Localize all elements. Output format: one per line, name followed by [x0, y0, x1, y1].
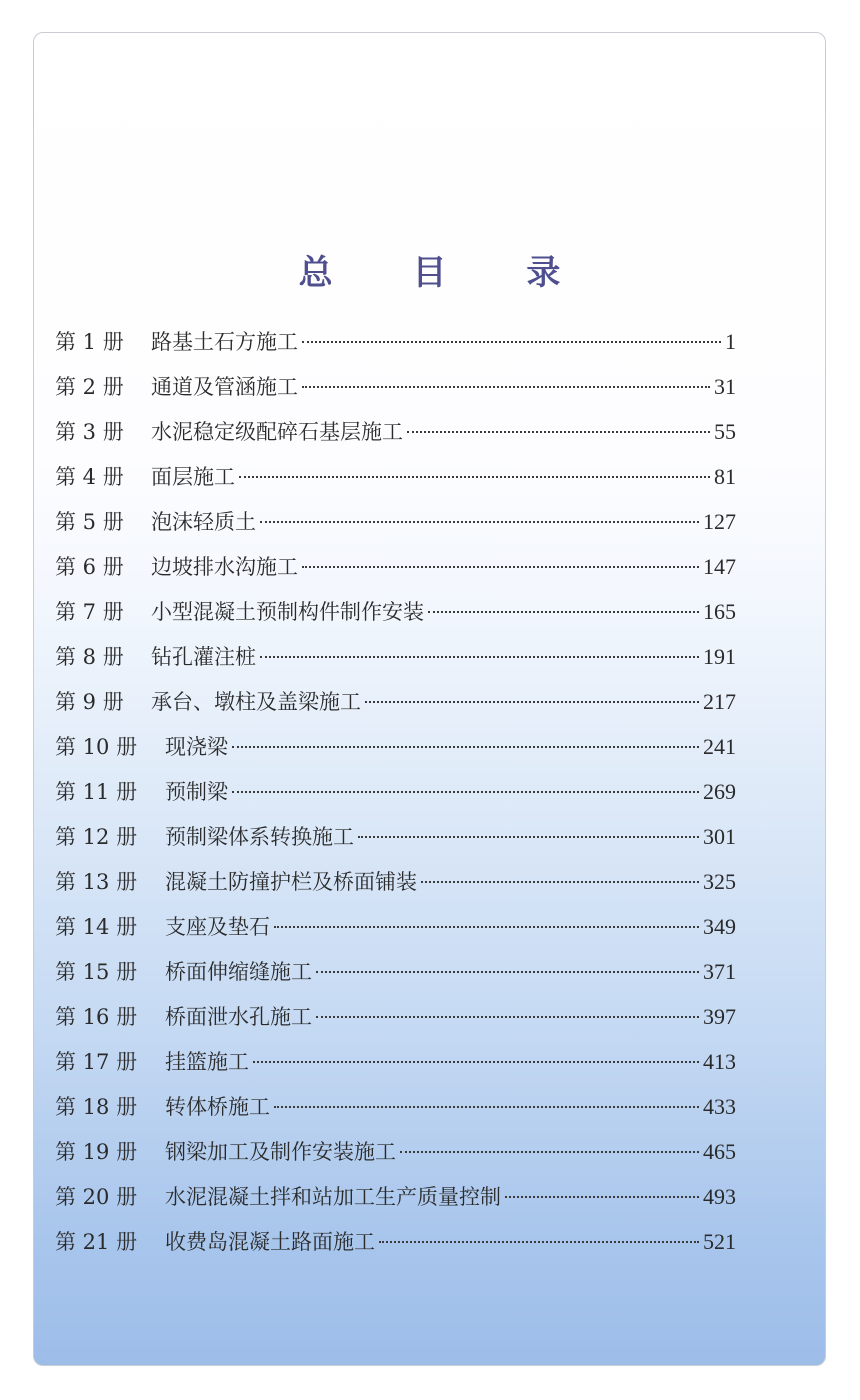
toc-volume: 第 13 册	[55, 870, 138, 894]
toc-entry	[55, 1174, 736, 1219]
toc-page-number: 521	[703, 1229, 736, 1254]
toc-entry	[55, 994, 736, 1039]
toc-entry	[55, 1219, 736, 1264]
toc-entry	[55, 769, 736, 814]
dot-leader	[400, 1150, 699, 1153]
toc-title: 泡沫轻质土	[151, 510, 256, 534]
toc-volume: 第 9 册	[55, 690, 124, 714]
toc-entry	[55, 859, 736, 904]
dot-leader	[421, 880, 699, 883]
toc-page-number: 81	[714, 464, 736, 489]
toc-title: 钢梁加工及制作安装施工	[165, 1140, 396, 1164]
dot-leader	[239, 475, 710, 478]
toc-entry	[55, 1084, 736, 1129]
page-title: 总 目 录	[298, 253, 595, 293]
toc-page-number: 191	[703, 644, 736, 669]
dot-leader	[260, 520, 699, 523]
toc-page-number: 465	[703, 1139, 736, 1164]
toc-title: 收费岛混凝土路面施工	[165, 1230, 375, 1254]
toc-entry	[55, 364, 736, 409]
toc-title: 通道及管涵施工	[151, 375, 298, 399]
toc-volume: 第 8 册	[55, 645, 124, 669]
toc-page-number: 301	[703, 824, 736, 849]
toc-volume: 第 5 册	[55, 510, 124, 534]
toc-page-number: 349	[703, 914, 736, 939]
dot-leader	[365, 700, 699, 703]
toc-entry	[55, 319, 736, 364]
toc-title: 承台、墩柱及盖梁施工	[151, 690, 361, 714]
toc-title: 支座及垫石	[165, 915, 270, 939]
toc-volume: 第 10 册	[55, 735, 138, 759]
toc-volume: 第 14 册	[55, 915, 138, 939]
toc-entry	[55, 454, 736, 499]
toc-page-number: 127	[703, 509, 736, 534]
toc-page-number: 31	[714, 374, 736, 399]
dot-leader	[302, 340, 721, 343]
dot-leader	[358, 835, 699, 838]
toc-page-number: 371	[703, 959, 736, 984]
toc-title: 桥面伸缩缝施工	[165, 960, 312, 984]
dot-leader	[274, 1105, 699, 1108]
toc-entry	[55, 589, 736, 634]
toc-page-number: 325	[703, 869, 736, 894]
toc-volume: 第 17 册	[55, 1050, 138, 1074]
toc-page-number: 217	[703, 689, 736, 714]
dot-leader	[428, 610, 699, 613]
toc-volume: 第 1 册	[55, 330, 124, 354]
toc-volume: 第 2 册	[55, 375, 124, 399]
toc-entry	[55, 634, 736, 679]
toc-entry	[55, 544, 736, 589]
toc-title: 钻孔灌注桩	[151, 645, 256, 669]
dot-leader	[274, 925, 699, 928]
dot-leader	[232, 745, 699, 748]
toc-volume: 第 11 册	[55, 780, 138, 804]
toc-title: 小型混凝土预制构件制作安装	[151, 600, 424, 624]
toc-entry	[55, 904, 736, 949]
toc-page-number: 493	[703, 1184, 736, 1209]
dot-leader	[232, 790, 699, 793]
dot-leader	[260, 655, 699, 658]
toc-entry	[55, 409, 736, 454]
toc-page-number: 269	[703, 779, 736, 804]
toc-volume: 第 16 册	[55, 1005, 138, 1029]
toc-volume: 第 7 册	[55, 600, 124, 624]
toc-title: 预制梁体系转换施工	[165, 825, 354, 849]
toc-title: 水泥稳定级配碎石基层施工	[151, 420, 403, 444]
toc-volume: 第 20 册	[55, 1185, 138, 1209]
toc-volume: 第 18 册	[55, 1095, 138, 1119]
toc-title: 边坡排水沟施工	[151, 555, 298, 579]
toc-page-number: 147	[703, 554, 736, 579]
toc-page-number: 241	[703, 734, 736, 759]
dot-leader	[253, 1060, 699, 1063]
toc-title: 水泥混凝土拌和站加工生产质量控制	[165, 1185, 501, 1209]
toc-page-number: 165	[703, 599, 736, 624]
toc-entry	[55, 499, 736, 544]
toc-title: 混凝土防撞护栏及桥面铺装	[165, 870, 417, 894]
toc-entry	[55, 724, 736, 769]
toc-title: 面层施工	[151, 465, 235, 489]
toc-volume: 第 6 册	[55, 555, 124, 579]
toc-title: 预制梁	[165, 780, 228, 804]
toc-volume: 第 15 册	[55, 960, 138, 984]
toc-entry	[55, 814, 736, 859]
toc-title: 挂篮施工	[165, 1050, 249, 1074]
table-of-contents	[55, 319, 736, 1264]
dot-leader	[407, 430, 710, 433]
dot-leader	[316, 1015, 699, 1018]
dot-leader	[302, 385, 710, 388]
toc-entry	[55, 1129, 736, 1174]
toc-page-number: 1	[725, 329, 736, 354]
toc-page-number: 55	[714, 419, 736, 444]
dot-leader	[316, 970, 699, 973]
toc-title: 桥面泄水孔施工	[165, 1005, 312, 1029]
toc-volume: 第 3 册	[55, 420, 124, 444]
toc-title: 现浇梁	[165, 735, 228, 759]
toc-page-number: 433	[703, 1094, 736, 1119]
toc-volume: 第 21 册	[55, 1230, 138, 1254]
toc-volume: 第 19 册	[55, 1140, 138, 1164]
toc-entry	[55, 1039, 736, 1084]
dot-leader	[302, 565, 699, 568]
toc-page-number: 397	[703, 1004, 736, 1029]
toc-title: 路基土石方施工	[151, 330, 298, 354]
dot-leader	[505, 1195, 699, 1198]
toc-entry	[55, 949, 736, 994]
document-page	[33, 32, 826, 1366]
toc-title: 转体桥施工	[165, 1095, 270, 1119]
toc-volume: 第 4 册	[55, 465, 124, 489]
toc-page-number: 413	[703, 1049, 736, 1074]
toc-volume: 第 12 册	[55, 825, 138, 849]
dot-leader	[379, 1240, 699, 1243]
toc-entry	[55, 679, 736, 724]
